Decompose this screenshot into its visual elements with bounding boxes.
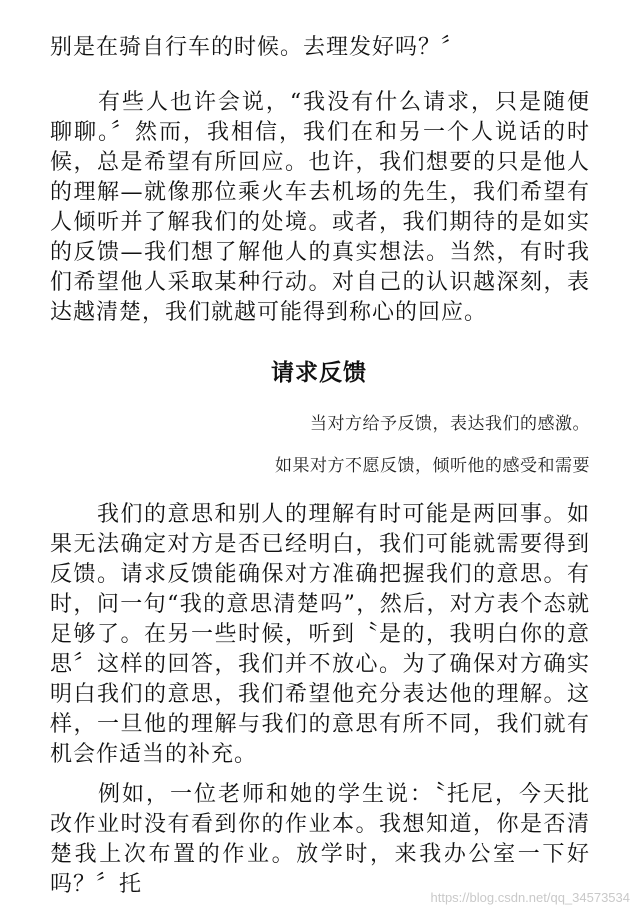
paragraph-feedback: 我们的意思和别人的理解有时可能是两回事。如果无法确定对方是否已经明白，我们可能就需要得到反馈。请求反馈能确保对方准确把握我们的意思。有时，问一句“我的意思清楚吗”，然后，对方表个态就足够了。在另一些时候，听到〝是的，我明白你的意思〞这样的回答，我们并不放心。为了确保对方确实明白我们的意思，我们希望他充分表达他的理解。这样，一旦他的理解与我们的意思有所不同，我们就有机会作适当的补充。 <box>50 502 590 767</box>
paragraph-continued: 别是在骑自行车的时候。去理发好吗？〞 <box>50 35 465 60</box>
paragraph-example: 例如，一位老师和她的学生说：〝托尼，今天批改作业时没有看到你的作业本。我想知道，你是否清楚我上次布置的作业。放学时，来我办公室一下好吗？〞托 <box>50 782 590 897</box>
epigraph-line-1: 当对方给予反馈，表达我们的感激。 <box>310 414 590 434</box>
section-title: 请求反馈 <box>271 359 367 386</box>
watermark-url: https://blog.csdn.net/qq_34573534 <box>430 890 630 905</box>
paragraph-requests: 有些人也许会说，“我没有什么请求，只是随便聊聊。〞然而，我相信，我们在和另一个人说话的时候，总是希望有所回应。也许，我们想要的只是他人的理解—就像那位乘火车去机场的先生，我们希望有人倾听并了解我们的处境。或者，我们期待的是如实的反馈—我们想了解他人的真实想法。当然，有时我们希望他人采取某种行动。对自己的认识越深刻，表达越清楚，我们就越可能得到称心的回应。 <box>50 90 590 325</box>
epigraph-line-2: 如果对方不愿反馈，倾听他的感受和需要 <box>275 456 590 476</box>
